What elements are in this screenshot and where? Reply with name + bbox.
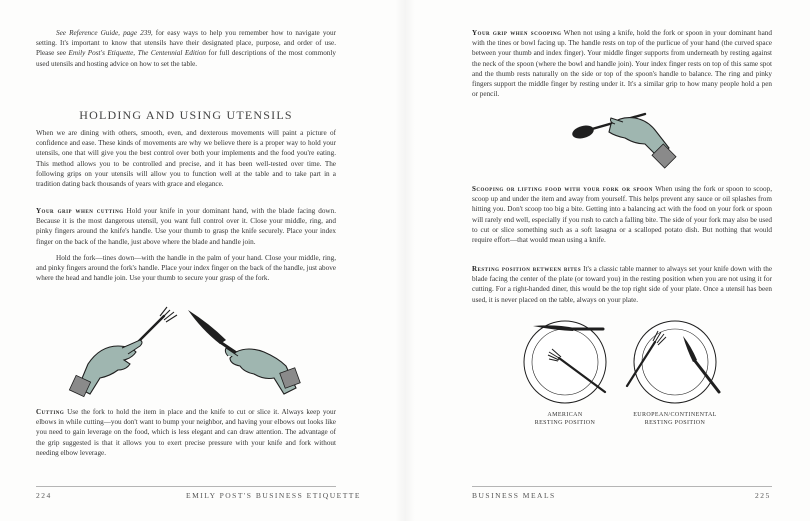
footer-rule-left	[36, 486, 336, 487]
spoon-grip-illustration	[565, 108, 685, 173]
cutting-lead: Cutting	[36, 408, 65, 416]
intro-paragraph: See Reference Guide, page 239, for easy ways to help you remember how to navigate your setting. It's important to know that utensils have their designated place, purpose, and order of use. Please see Emily Post's Etiquette, The Centennial Edition for full descriptions of the most commonly used utensils and hosting advice on how to set the table.	[36, 29, 336, 68]
cutting-grip-paragraph: Your grip when cutting Hold your knife in your dominant hand, with the blade facing down. Because it is the most dangerous utensil, you want full control over it. Close your middle, ring, and pinky fingers around the knife's handle. Use your thumb to grasp the knife securely. Place your index finger on the back of the handle, just above where the blade and handle join.	[36, 207, 336, 246]
resting-lead: Resting position between bites	[472, 265, 582, 273]
intro-body-paragraph: When we are dining with others, smooth, even, and dexterous movements will paint a picture of confidence and ease. These kinds of movements are why we believe there is a proper way to hold your utensils, one that will give you the best control over both your implements and the food you're eating. This method allows you to be controlled and precise, and it has been well-tested over time. The following grips on your utensils will allow you to function well at the table and to take part in a tradition dating back thousands of years with grace and elegance.	[36, 129, 336, 189]
left-hand-icon	[69, 340, 142, 397]
caption-american: AMERICAN RESTING POSITION	[534, 412, 596, 426]
scooping-paragraph: Scooping or lifting food with your fork or spoon When using the fork or spoon to scoop, scoop up and under the item and away from yourself. This helps prevent any sauce or oil splashes from hitting you. Don't scoop too big a bite. Getting into a balancing act with the food on your fork or spoon will rarely end well, especially if you rush to catch a falling bite. The side of your fork may also be used to cut or slice something such as a soft lasagna or a scalloped potato dish. But nothing that would require effort—that would mean using a knife.	[472, 185, 772, 245]
cutting-grip-illustration	[70, 302, 310, 397]
right-hand-icon	[225, 348, 300, 394]
section-heading: HOLDING AND USING UTENSILS	[79, 108, 293, 122]
hand-icon	[609, 118, 676, 168]
caption-european: EUROPEAN/CONTINENTAL RESTING POSITION	[633, 412, 717, 426]
scooping-grip-lead: Your grip when scooping	[472, 29, 562, 37]
resting-paragraph: Resting position between bites It's a classic table manner to always set your knife down with the blade facing the center of the plate (or toward you) in the resting position when you are not using it for cutting. For a right-handed diner, this would be the top right side of your plate. Once a utensil has been used, it is never placed on the table, always on your plate.	[472, 265, 773, 304]
scooping-lead: Scooping or lifting food with your fork or spoon	[472, 185, 653, 193]
page-number-left: 224	[36, 491, 52, 500]
resting-positions-illustration	[515, 316, 735, 406]
right-page	[405, 0, 810, 521]
cutting-grip-lead: Your grip when cutting	[36, 207, 124, 215]
footer-rule-right	[472, 486, 772, 487]
european-plate-icon	[634, 321, 716, 403]
running-title-right: BUSINESS MEALS	[472, 491, 556, 500]
cutting-paragraph: Cutting Use the fork to hold the item in place and the knife to cut or slice it. Always keep your elbows in while cutting—you don't want to bump your neighbor, and having your elbows out looks like you need to gain leverage on the food, which is less elegant and can draw attention. The advantage of the grip suggested is that it allows you to exert precise pressure with your knife and fork without needing elbow leverage.	[36, 408, 336, 457]
running-title-left: EMILY POST'S BUSINESS ETIQUETTE	[186, 491, 361, 500]
fork-grip-paragraph: Hold the fork—tines down—with the handle in the palm of your hand. Close your middle, ring, and pinky fingers around the fork's handle. Place your index finger on the back of the handle, just above where the head and handle join. Use your thumb to secure your grasp of the fork.	[36, 254, 336, 283]
page-number-right: 225	[755, 491, 771, 500]
scooping-grip-paragraph: Your grip when scooping When not using a knife, hold the fork or spoon in your dominant hand with the tines or bowl facing up. The handle rests on top of the purlicue of your hand (the curved space between your thumb and index finger). Your middle finger supports from underneath by resting against the neck of the spoon (where the bowl and handle join). Your index finger rests on top of this same spot and the thumb rests naturally on the side or top of the spoon's handle to balance. The ring and pinky fingers support the middle finger by resting under it. It's a similar grip to how many people hold a pen or pencil.	[472, 29, 772, 99]
